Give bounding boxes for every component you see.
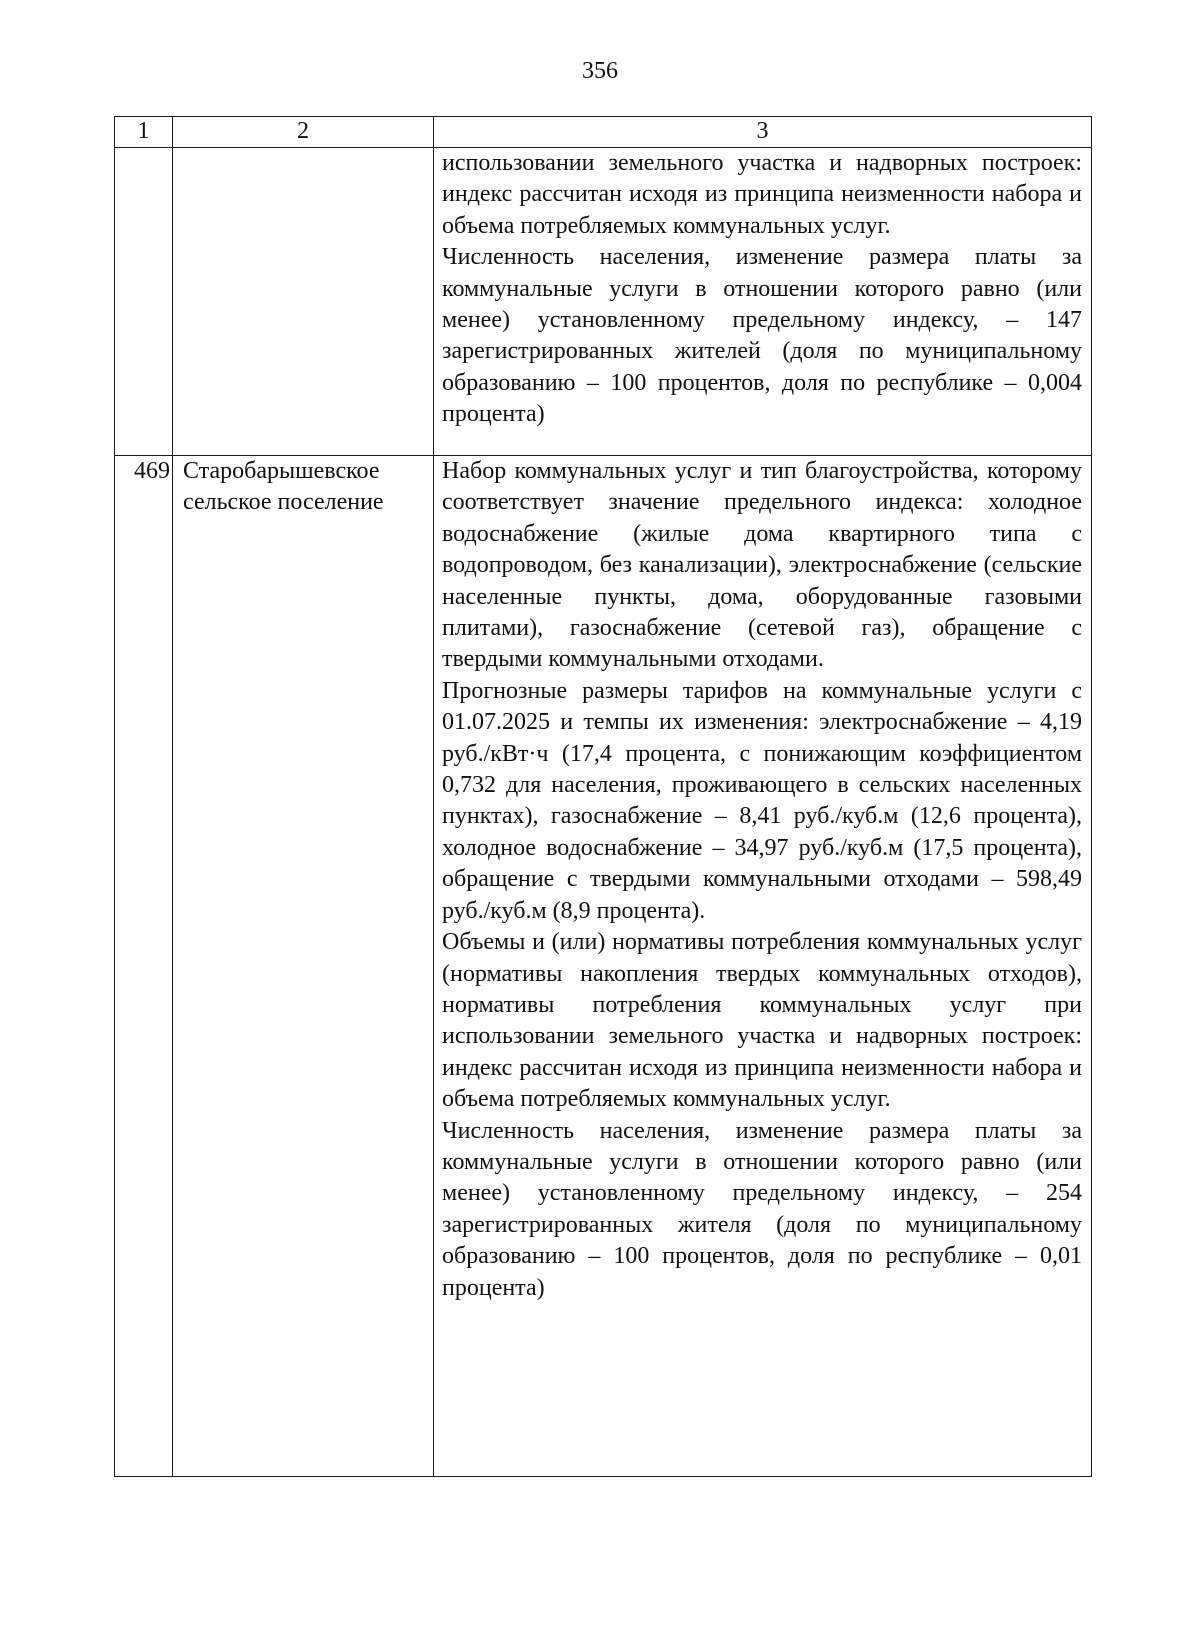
table-header-row bbox=[115, 117, 1092, 148]
description-cell bbox=[434, 148, 1092, 456]
column-header-number: 1 bbox=[115, 117, 173, 148]
row-number-cell bbox=[115, 148, 173, 456]
column-header-description: 3 bbox=[434, 117, 1092, 148]
column-header-name: 2 bbox=[173, 117, 434, 148]
table-row bbox=[115, 456, 1092, 1477]
municipality-name-cell bbox=[173, 148, 434, 456]
document-table bbox=[114, 116, 1092, 1477]
description-paragraph: Набор коммунальных услуг и тип благоустройства, которому соответствует значение предельного индекса: холодное водоснабжение (жилые дома квартирного типа с водопроводом, без канализации), электроснабжение (сельские населенные пункты, дома, оборудованные газовыми плитами), газоснабжение (сетевой газ), обращение с твердыми коммунальными отходами. bbox=[442, 458, 1082, 673]
row-number-cell: 469 bbox=[115, 456, 173, 1477]
description-paragraph: Прогнозные размеры тарифов на коммунальные услуги с 01.07.2025 и темпы их изменения: электроснабжение – 4,19 руб./кВт·ч (17,4 процента, с понижающим коэффициентом 0,732 для населения, проживающего в сельских населенных пунктах), газоснабжение – 8,41 руб./куб.м (12,6 процента), холодное водоснабжение – 34,97 руб./куб.м (17,5 процента), обращение с твердыми коммунальными отходами – 598,49 руб./куб.м (8,9 процента). bbox=[442, 677, 1082, 924]
description-paragraph: использовании земельного участка и надворных построек: индекс рассчитан исходя из принципа неизменности набора и объема потребляемых коммунальных услуг. bbox=[442, 150, 1082, 239]
municipality-name-cell: Старобарышевское сельское поселение bbox=[173, 456, 434, 1477]
page-number: 356 bbox=[582, 58, 618, 84]
description-cell bbox=[434, 456, 1092, 1477]
description-paragraph: Численность населения, изменение размера платы за коммунальные услуги в отношении которого равно (или менее) установленному предельному индексу, – 254 зарегистрированных жителя (доля по муниципальному образованию – 100 процентов, доля по республике – 0,01 процента) bbox=[442, 1117, 1082, 1301]
table-row bbox=[115, 148, 1092, 456]
description-paragraph: Объемы и (или) нормативы потребления коммунальных услуг (нормативы накопления твердых коммунальных отходов), нормативы потребления коммунальных услуг при использовании земельного участка и надворных построек: индекс рассчитан исходя из принципа неизменности набора и объема потребляемых коммунальных услуг. bbox=[442, 929, 1082, 1113]
description-paragraph: Численность населения, изменение размера платы за коммунальные услуги в отношении которого равно (или менее) установленному предельному индексу, – 147 зарегистрированных жителей (доля по муниципальному образованию – 100 процентов, доля по республике – 0,004 процента) bbox=[442, 244, 1082, 428]
